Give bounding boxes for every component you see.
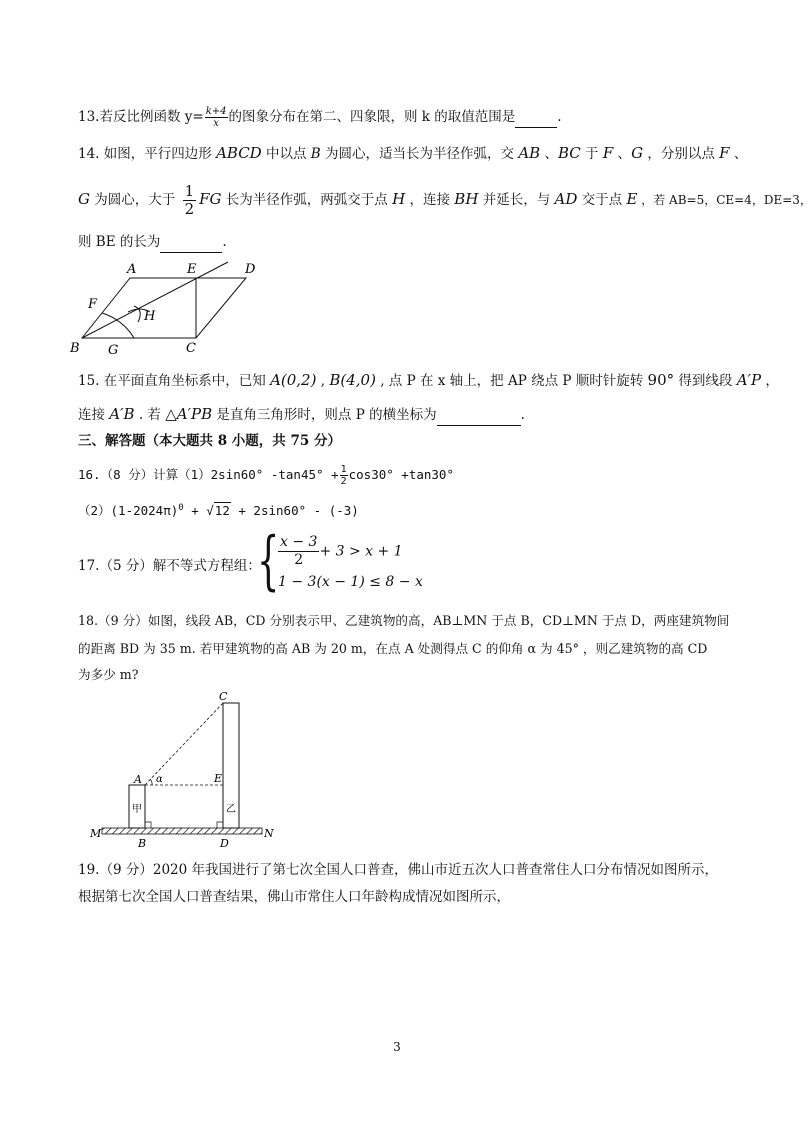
q14-t2: 中以点: [261, 146, 311, 162]
q13-end: .: [557, 109, 562, 125]
q15-t1: 15. 在平面直角坐标系中，已知: [78, 373, 271, 389]
q15-t4: ，: [761, 373, 779, 389]
q18-line-3: 为多少 m?: [78, 667, 139, 682]
q14-b: B: [310, 146, 321, 162]
label-alpha: α: [156, 774, 163, 785]
label-c: C: [186, 341, 196, 356]
q14-t8: 、: [729, 146, 748, 162]
q17-label: 17.（5 分）解不等式方程组：: [78, 558, 261, 574]
q18-buildings-figure: [86, 690, 286, 848]
q16-t4: +: [183, 503, 207, 519]
q14-half-num: 1: [184, 182, 195, 200]
q14-half-den: 2: [184, 200, 195, 218]
q14-h: H: [392, 190, 406, 208]
q15-ap: A′P: [736, 371, 762, 389]
q14-t9: 为圆心，大于: [89, 192, 180, 208]
label-b: B: [138, 837, 147, 850]
angle-alpha-arc: [150, 779, 152, 785]
q13-fraction: [205, 106, 228, 129]
label-e: E: [187, 262, 197, 277]
q19-line-1: 19.（9 分）2020 年我国进行了第七次全国人口普查，佛山市近五次人口普查常住人口分布情况如图所示，: [78, 862, 718, 878]
label-m: M: [90, 827, 102, 840]
q14-t13: 交于点: [577, 192, 627, 208]
label-e: E: [214, 772, 223, 785]
q14-ab: AB: [518, 144, 541, 162]
q14-t3: 为圆心，适当长为半径作弧，交: [320, 146, 519, 162]
q13-line: [78, 106, 562, 129]
q15-deg: 90°: [647, 371, 675, 389]
q16-line-2: $(2)(1-2024\pi)^0 + √12 + 2\sin 60^\circ - (-3)$: [78, 503, 359, 519]
parallelogram-abcd: [82, 278, 246, 338]
q14-line-1: [78, 143, 747, 164]
q16-t3: （2）(1-2024π): [78, 503, 179, 519]
q17-eq2: 1 − 3(x − 1) ≤ 8 − x: [278, 574, 423, 590]
label-yi: 乙: [226, 804, 236, 815]
q16-t2: cos30° +tan30°: [348, 467, 454, 482]
q16-half-den: 2: [340, 476, 347, 487]
q17-eq1-rest: + 3 > x + 1: [319, 543, 403, 560]
label-c: C: [219, 690, 228, 703]
right-angle-d: [217, 822, 223, 828]
q16-t1: 16.（8 分）计算（1）2sin60° -tan45° +: [78, 467, 339, 482]
q14-line-3: [78, 232, 227, 253]
q14-line-2: [78, 183, 812, 218]
q17-eq1-num: x − 3: [280, 534, 318, 550]
q15-t7: 是直角三角形时，则点 P 的横坐标为: [212, 407, 437, 423]
sightline-ac: [145, 703, 223, 785]
q17-brace: {: [257, 524, 280, 598]
page-number: 3: [393, 1040, 401, 1054]
q14-t11: ，连接: [405, 192, 455, 208]
q15-triangle: △A′PB: [165, 405, 213, 423]
q14-t7: ，分别以点: [643, 146, 720, 162]
q16-sup: 0: [178, 503, 184, 513]
right-angle-b: [145, 822, 151, 828]
q14-abcd: ABCD: [216, 144, 262, 162]
label-n: N: [264, 827, 274, 840]
label-a: A: [127, 262, 137, 277]
q14-t6: 、: [613, 146, 632, 162]
q14-bc: BC: [557, 144, 581, 162]
q14-g2: G: [78, 190, 90, 208]
q15-point-b: B(4,0): [329, 371, 376, 389]
q14-t12: 并延长，与: [478, 192, 555, 208]
q16-half-num: 1: [340, 464, 347, 475]
label-h: H: [144, 309, 156, 324]
q15-ab: A′B: [109, 405, 135, 423]
q15-end: .: [520, 407, 525, 423]
q14-fg: FG: [199, 190, 222, 208]
q14-bh: BH: [454, 190, 479, 208]
q14-t14: ，若 AB=5，CE=4，DE=3，: [637, 193, 812, 207]
label-g: G: [108, 343, 119, 358]
ground-mn: [102, 828, 262, 834]
label-d: D: [245, 262, 256, 277]
q14-end: .: [222, 234, 227, 250]
q19-line-2: 根据第七次全国人口普查结果，佛山市常住人口年龄构成情况如图所示，: [78, 889, 510, 905]
section-3-heading: 三、解答题（本大题共 8 小题，共 75 分）: [78, 433, 341, 449]
q14-ad: AD: [554, 190, 578, 208]
q16-half-fraction: [340, 464, 348, 487]
q18-line-1: 18.（9 分）如图，线段 AB，CD 分别表示甲、乙建筑物的高，AB⊥MN 于点 B，CD⊥MN 于点 D，两座建筑物间: [78, 613, 730, 628]
q14-f: F: [602, 144, 614, 162]
q16-line-1: [78, 464, 454, 487]
label-d: D: [220, 837, 229, 850]
q17-eq1-frac: [278, 534, 319, 569]
q14-f2: F: [719, 144, 730, 162]
q15-t2: , 点 P 在 x 轴上，把 AP 绕点 P 顺时针旋转: [375, 373, 648, 389]
q14-e: E: [626, 190, 638, 208]
q14-t10: 长为半径作弧，两弧交于点: [221, 192, 393, 208]
label-jia: 甲: [132, 804, 142, 815]
q13-text-b: 的图象分布在第二、四象限，则 k 的取值范围是: [228, 109, 516, 125]
q15-t6: . 若: [134, 407, 166, 423]
q15-t5: 连接: [78, 407, 110, 423]
label-a: A: [134, 773, 142, 786]
label-f: F: [88, 297, 98, 312]
q13-frac-num: k+4: [205, 106, 227, 117]
q14-t4: 、: [540, 146, 558, 162]
q14-t1: 14. 如图，平行四边形: [78, 146, 217, 162]
q16-t5: + 2sin60° - (-3): [230, 503, 359, 519]
q15-line-2: [78, 404, 525, 426]
q15-answer-blank: [437, 405, 521, 426]
q14-half-fraction: [183, 183, 197, 218]
q16-sqrt: 12: [214, 503, 230, 519]
q14-g: G: [631, 144, 644, 162]
q14-t5: 于: [580, 146, 603, 162]
q13-text-a: 13.若反比例函数 y=: [78, 109, 204, 125]
q14-answer-blank: [160, 232, 222, 253]
q15-sep: ,: [316, 373, 330, 389]
q15-point-a: A(0,2): [270, 371, 317, 389]
q13-answer-blank: [515, 107, 557, 128]
q15-t3: 得到线段: [674, 373, 737, 389]
q15-line-1: [78, 370, 779, 391]
label-b: B: [70, 341, 80, 356]
q13-frac-den: x: [213, 118, 219, 129]
q18-line-2: 的距离 BD 为 35 m. 若甲建筑物的高 AB 为 20 m，在点 A 处测得点 C 的仰角 α 为 45° ，则乙建筑物的高 CD: [78, 641, 708, 656]
q17-eq1: [278, 534, 403, 569]
q14-parallelogram-figure: [66, 256, 266, 360]
q14-t15: 则 BE 的长为: [78, 234, 161, 250]
q17-eq1-den: 2: [294, 552, 304, 568]
